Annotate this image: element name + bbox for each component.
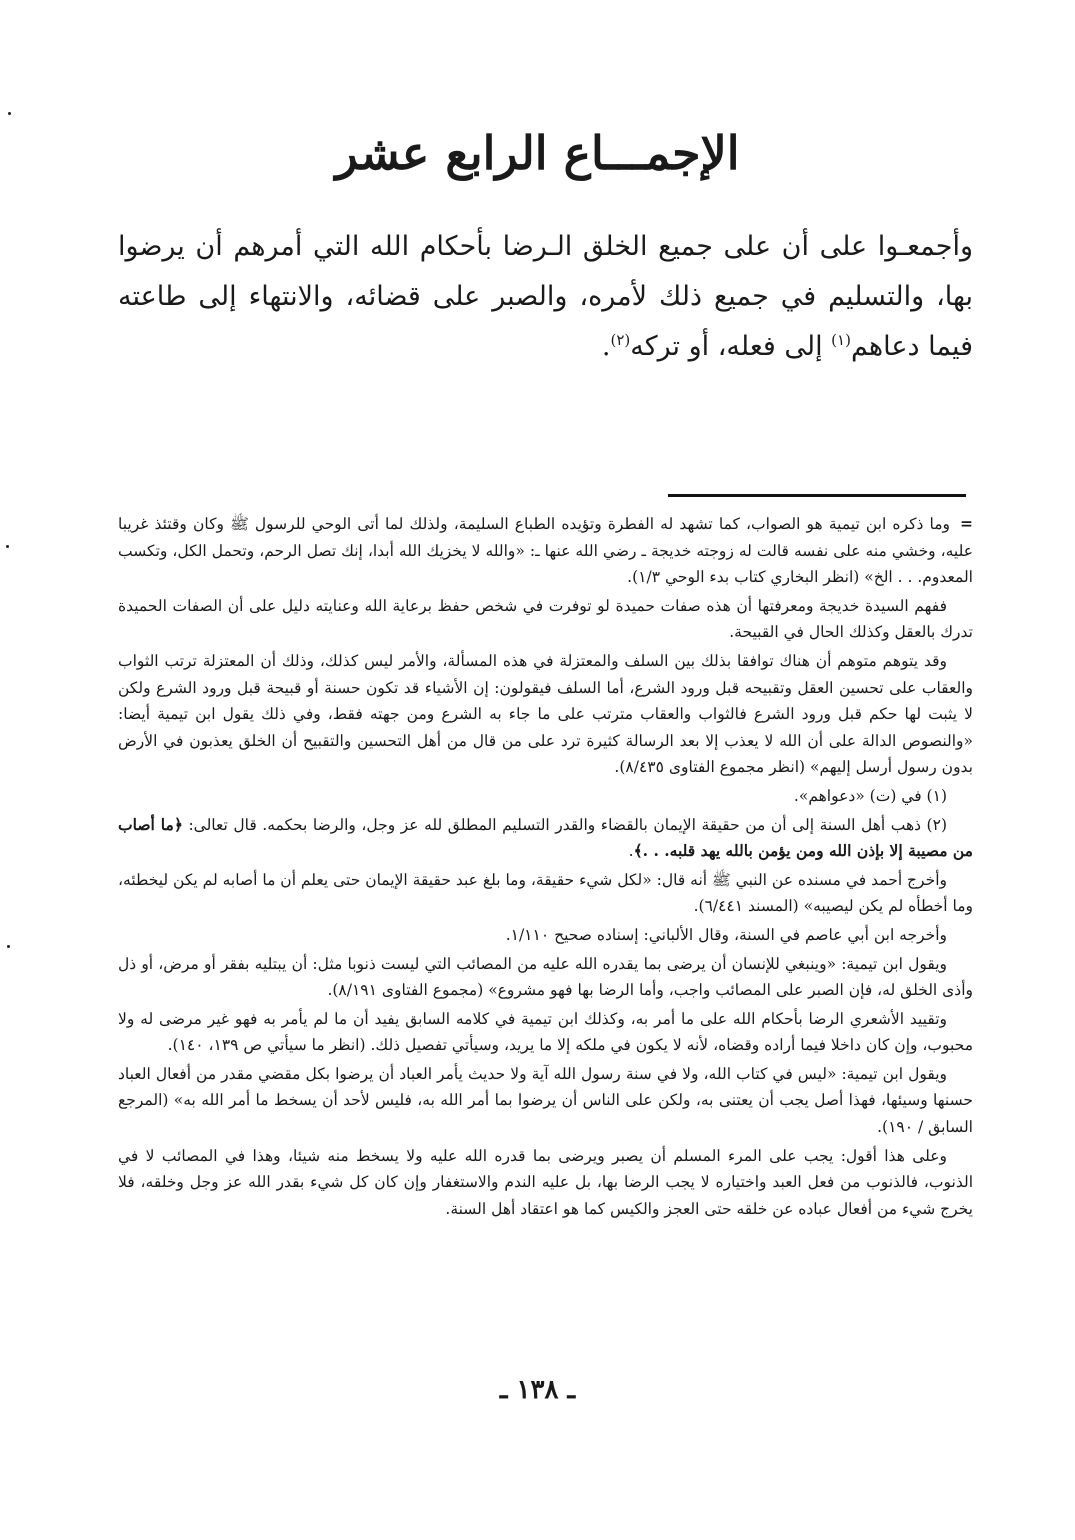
footnote-ref-1[interactable]: (١) xyxy=(831,331,851,349)
footnote-text: . xyxy=(628,842,634,861)
continuation-mark: = xyxy=(960,514,973,533)
footnote-paragraph: ففهم السيدة خديجة ومعرفتها أن هذه صفات حميدة لو توفرت في شخص حفظ برعاية الله وعنايته دليل على أن الصفات الحميدة تدرك بالعقل وكذلك الحال في القبيحة. xyxy=(118,596,973,642)
scan-speck xyxy=(8,112,11,115)
footnote-ref-2[interactable]: (٢) xyxy=(610,331,631,349)
scan-speck xyxy=(6,545,9,548)
footnote-paragraph: وقد يتوهم متوهم أن هناك توافقا بذلك بين السلف والمعتزلة في هذه المسألة، والأمر ليس كذلك، وذلك أن المعتزلة ترتب الثواب والعقاب على تحسين العقل وتقبيحه قبل ورود الشرع، أما السلف فيقولون: إن الأشياء قد تكون حسنة أو قبيحة قبل ورود الشرع ولكن لا يثبت لها حكم قبل ورود الشرع فالثواب والعقاب مترتب على ما جاء به الشرع ومن جهته فقط، وفي ذلك يقول ابن تيمية أيضا: «والنصوص الدالة على أن الله لا يعذب إلا بعد الرسالة كثيرة ترد على من قال من أهل التحسين والتقبيح أن الخلق يعذبون في الأرض بدون رسول أرسل إليهم» (انظر مجموع الفتاوى ٨/٤٣٥). xyxy=(118,651,973,777)
footnote-paragraph: وعلى هذا أقول: يجب على المرء المسلم أن يصبر ويرضى بما قدره الله عليه ولا يسخط منه شيئا، وهذا في المصائب لا في الذنوب، فالذنوب من فعل العبد واختياره لا يجب الرضا بها، بل عليه الندم والاستغفار وإن كان كل شيء بقدر الله عز وجل وخلقه، فلا يخرج شيء من أفعال عباده عن خلقه حتى العجز والكيس كما هو اعتقاد أهل السنة. xyxy=(118,1146,973,1218)
main-text-part: وأجمعـوا على أن على جميع الخلق الـرضا بأحكام الله التي أمرهم أن يرضوا بها، والتسليم في جميع ذلك لأمره، والصبر على قضائه، والانتهاء إلى طاعته فيما دعاهم xyxy=(118,231,973,362)
footnote-paragraph xyxy=(118,511,973,591)
footnote-paragraph: وتقييد الأشعري الرضا بأحكام الله على ما أمر به، وكذلك ابن تيمية في كلامه السابق يفيد أن ما لم يأمر به فهو غير مرضى له ولا محبوب، وإن كان داخلا فيما أراده وقضاه، لأنه لا يكون في ملكه إلا ما يريد، وسيأتي تفصيل ذلك. (انظر ما سيأتي ص ١٣٩، ١٤٠). xyxy=(118,1009,973,1055)
footnote-paragraph: وأخرجه ابن أبي عاصم في السنة، وقال الألباني: إسناده صحيح ١/١١٠. xyxy=(505,925,947,944)
scan-speck xyxy=(7,945,10,948)
footnote-paragraph: وأخرج أحمد في مسنده عن النبي ﷺ أنه قال: «لكل شيء حقيقة، وما بلغ عبد حقيقة الإيمان حتى يعلم أن ما أصابه لم يكن ليخطئه، وما أخطأه لم يكن ليصيبه» (المسند ٦/٤٤١). xyxy=(118,870,973,916)
footnote-separator xyxy=(668,494,966,497)
footnote-paragraph: ويقول ابن تيمية: «وينبغي للإنسان أن يرضى بما يقدره الله عليه من المصائب التي ليست ذنوبا مثل: أن يبتليه بفقر أو مرض، أو ذل وأذى الخلق له، فإن الصبر على المصائب واجب، وأما الرضا بها فهو مشروع» (مجموع الفتاوى ٨/١٩١). xyxy=(118,954,973,1000)
main-text-part: إلى فعله، أو تركه xyxy=(630,331,832,362)
quran-verse: ﴿ما أصاب من مصيبة إلا بإذن الله ومن يؤمن بالله يهد قلبه. . .﴾ xyxy=(118,814,973,861)
footnote-paragraph: ويقول ابن تيمية: «ليس في كتاب الله، ولا في سنة رسول الله آية ولا حديث يأمر العباد أن يرضوا بكل مقضي مقدر من أفعال العباد حسنها وسيئها، فهذا أصل يجب أن يعتنى به، ولكن على الناس أن يرضوا بما أمر الله به، فليس لأحد أن يسخط ما أمر الله به» (المرجع السابق / ١٩٠). xyxy=(118,1064,973,1137)
footnote-text: وما ذكره ابن تيمية هو الصواب، كما تشهد له الفطرة وتؤيده الطباع السليمة، ولذلك لما أتى الوحي للرسول ﷺ وكان وقتئذ غريبا عليه، وخشي منه على نفسه قالت له زوجته خديجة ـ رضي الله عنها ـ: «والله لا يخزيك الله أبدا، إنك تصل الرحم، وتحمل الكل، وتكسب المعدوم. . . الخ» (انظر البخاري كتاب بدء الوحي ١/٣). xyxy=(118,515,973,587)
page-title: الإجمـــاع الرابع عشر xyxy=(335,126,740,180)
footnote-2 xyxy=(118,812,973,865)
page-number: ـ ١٣٨ ـ xyxy=(499,1375,576,1405)
footnotes-section xyxy=(118,511,973,1224)
main-text-part: . xyxy=(601,331,611,362)
footnote-1: (١) في (ت) «دعواهم». xyxy=(793,786,947,805)
footnote-text: (٢) ذهب أهل السنة إلى أن من حقيقة الإيمان بالقضاء والقدر التسليم المطلق لله عز وجل، والرضا بحكمه. قال تعالى: xyxy=(182,815,947,834)
main-paragraph xyxy=(118,222,973,372)
